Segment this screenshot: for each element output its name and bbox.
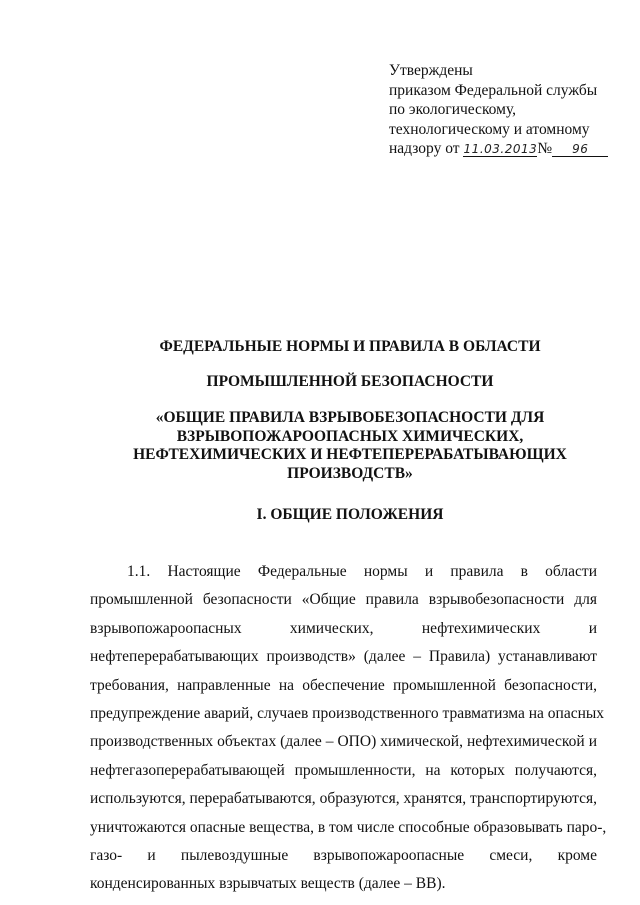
paragraph-line: требования, направленные на обеспечение промышленной безопасности, xyxy=(90,676,597,694)
paragraph-line: газо- и пылевоздушные взрывопожароопасные смеси, кроме xyxy=(90,847,597,865)
paragraph-line: взрывопожароопасных химических, нефтехимических и xyxy=(90,619,597,637)
document-title xyxy=(80,338,620,357)
paragraph-line: нефтеперерабатывающих производств» (далее – Правила) устанавливают xyxy=(90,648,597,666)
paragraph-line: уничтожаются опасные вещества, в том числе способные образовывать паро-, xyxy=(90,818,607,836)
paragraph-line: 1.1. Настоящие Федеральные нормы и правила в области xyxy=(127,563,597,580)
approval-date-line xyxy=(389,139,629,159)
title-line: «ОБЩИЕ ПРАВИЛА ВЗРЫВОБЕЗОПАСНОСТИ ДЛЯ xyxy=(155,409,545,426)
approval-line: Утверждены xyxy=(389,62,473,79)
approval-block xyxy=(389,61,629,159)
title-line: НЕФТЕХИМИЧЕСКИХ И НЕФТЕПЕРЕРАБАТЫВАЮЩИХ xyxy=(133,446,567,463)
title-line: ФЕДЕРАЛЬНЫЕ НОРМЫ И ПРАВИЛА В ОБЛАСТИ xyxy=(159,338,541,355)
rules-name xyxy=(80,409,620,483)
approval-line: приказом Федеральной службы xyxy=(389,81,598,99)
title-line: ПРОИЗВОДСТВ» xyxy=(287,464,413,482)
title-line: ВЗРЫВОПОЖАРООПАСНЫХ ХИМИЧЕСКИХ, xyxy=(176,427,524,445)
paragraph-1-1 xyxy=(90,558,607,899)
paragraph-line: нефтегазоперерабатывающей промышленности, на которых получаются, xyxy=(90,761,597,779)
section-heading-text: I. ОБЩИЕ ПОЛОЖЕНИЯ xyxy=(256,506,444,523)
paragraph-line: предупреждение аварий, случаев производственного травматизма на опасных xyxy=(90,705,605,723)
paragraph-line: конденсированных взрывчатых веществ (далее – ВВ). xyxy=(90,875,446,893)
paragraph-line: производственных объектах (далее – ОПО) химической, нефтехимической и xyxy=(90,733,597,751)
approval-line: по экологическому, xyxy=(389,101,517,118)
handwritten-number: 96 xyxy=(552,142,608,157)
document-title-cont xyxy=(80,373,620,392)
number-sign: № xyxy=(537,140,553,157)
paragraph-line: используются, перерабатываются, образуются, хранятся, транспортируются, xyxy=(90,790,597,808)
paragraph-line: промышленной безопасности «Общие правила взрывобезопасности для xyxy=(90,591,597,609)
approval-line: технологическому и атомному xyxy=(389,120,590,138)
section-heading xyxy=(80,506,620,525)
approval-prefix: надзору от xyxy=(389,140,460,157)
handwritten-date: 11.03.2013 xyxy=(463,142,538,156)
title-line: ПРОМЫШЛЕННОЙ БЕЗОПАСНОСТИ xyxy=(206,373,494,390)
